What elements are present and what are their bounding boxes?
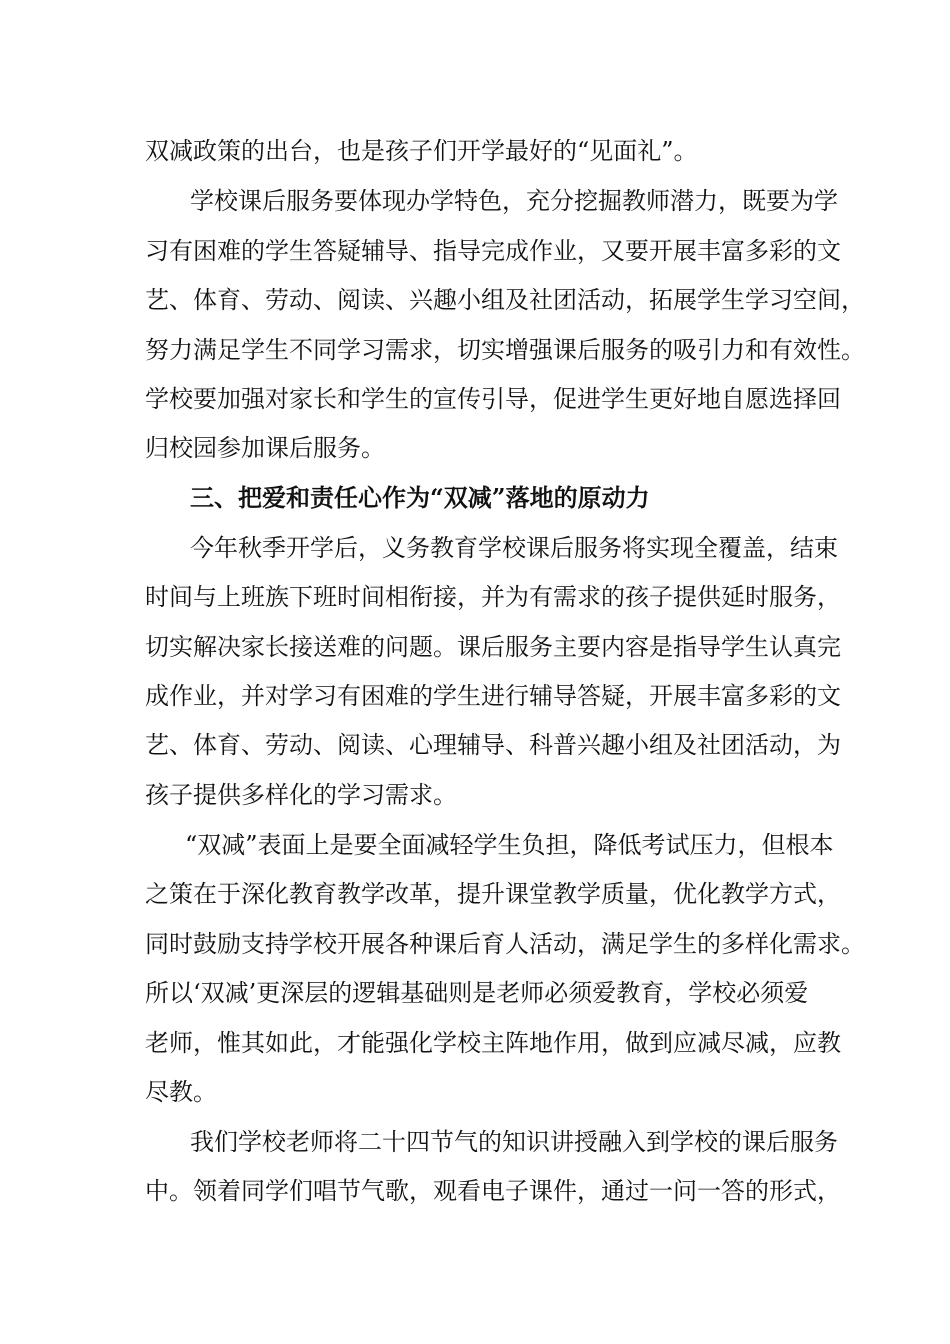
paragraph-line: 我们学校老师将二十四节气的知识讲授融入到学校的课后服务 [190, 1128, 838, 1156]
paragraph-line: 艺、体育、劳动、阅读、心理辅导、科普兴趣小组及社团活动，为 [145, 731, 841, 759]
paragraph-line: 之策在于深化教育教学改革，提升课堂教学质量，优化教学方式， [145, 880, 841, 908]
paragraph-line: 时间与上班族下班时间相衔接，并为有需求的孩子提供延时服务， [145, 583, 841, 611]
section-heading: 三、把爱和责任心作为“双减”落地的原动力 [190, 483, 650, 512]
paragraph-line: 所以‘双减’更深层的逻辑基础则是老师必须爱教育，学校必须爱 [145, 979, 809, 1007]
paragraph-line: 孩子提供多样化的学习需求。 [145, 781, 457, 809]
paragraph-line: 归校园参加课后服务。 [145, 434, 385, 462]
paragraph-line: 成作业，并对学习有困难的学生进行辅导答疑，开展丰富多彩的文 [145, 682, 841, 710]
paragraph-line: 切实解决家长接送难的问题。课后服务主要内容是指导学生认真完 [145, 633, 841, 661]
paragraph-line: 中。领着同学们唱节气歌，观看电子课件，通过一问一答的形式， [145, 1177, 841, 1205]
paragraph-line: 双减政策的出台，也是孩子们开学最好的“见面礼”。 [145, 137, 698, 165]
paragraph-line: 今年秋季开学后，义务教育学校课后服务将实现全覆盖，结束 [190, 534, 838, 562]
paragraph-line: “双减”表面上是要全面减轻学生负担，降低考试压力，但根本 [185, 831, 834, 859]
paragraph-line: 学校课后服务要体现办学特色，充分挖掘教师潜力，既要为学 [190, 187, 838, 215]
paragraph-line: 努力满足学生不同学习需求，切实增强课后服务的吸引力和有效性。 [145, 336, 865, 364]
paragraph-line: 习有困难的学生答疑辅导、指导完成作业，又要开展丰富多彩的文 [145, 237, 841, 265]
paragraph-line: 同时鼓励支持学校开展各种课后育人活动，满足学生的多样化需求。 [145, 930, 865, 958]
paragraph-line: 老师，惟其如此，才能强化学校主阵地作用，做到应减尽减，应教 [145, 1029, 841, 1057]
paragraph-line: 艺、体育、劳动、阅读、兴趣小组及社团活动，拓展学生学习空间， [145, 286, 865, 314]
paragraph-line: 尽教。 [145, 1078, 217, 1106]
paragraph-line: 学校要加强对家长和学生的宣传引导，促进学生更好地自愿选择回 [145, 385, 841, 413]
